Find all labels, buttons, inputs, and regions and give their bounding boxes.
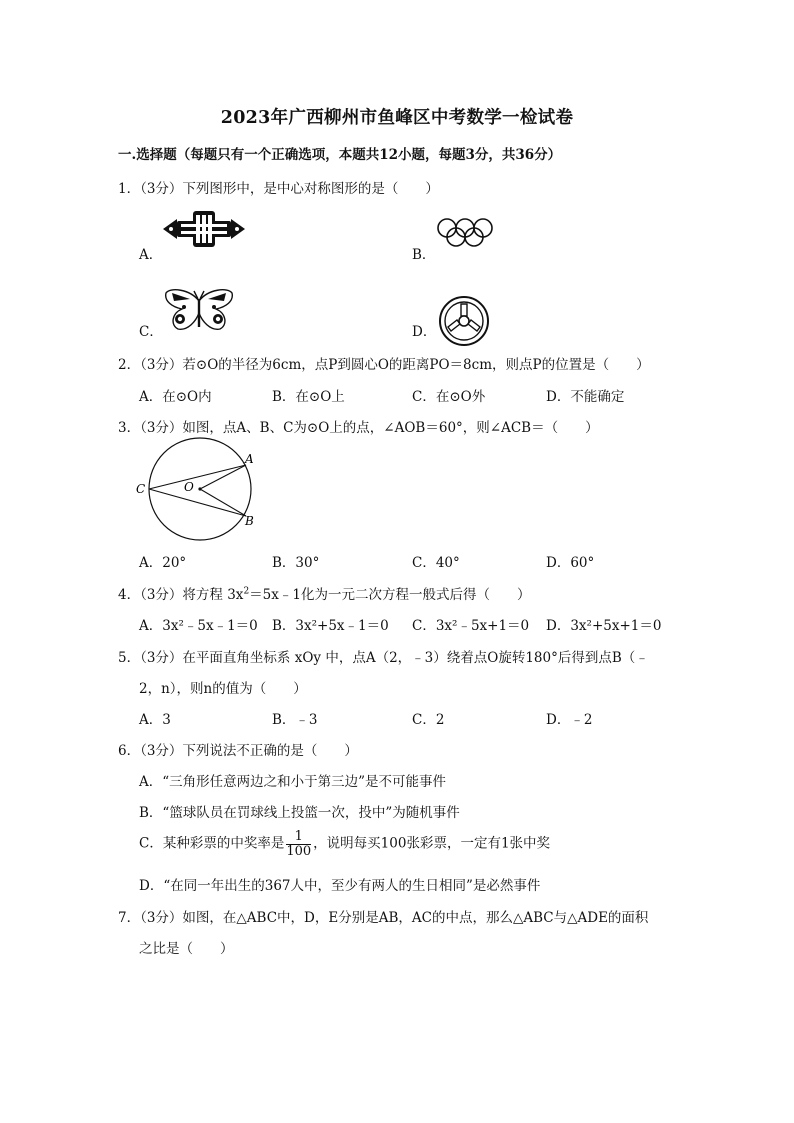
q1-option-c-label: C．: [139, 324, 163, 340]
q2-option-c: C．在⊙O外: [412, 389, 486, 405]
q3-option-c: C．40°: [412, 555, 460, 571]
question-7-line-2: 之比是（ ）: [139, 941, 234, 957]
q5-option-b: B．﹣3: [272, 712, 318, 728]
q5-option-c: C．2: [412, 712, 445, 728]
q6-option-a: A．“三角形任意两边之和小于第三边”是不可能事件: [139, 774, 447, 790]
question-7-line-1: 7．（3分）如图，在△ABC中，D，E分别是AB，AC的中点，那么△ABC与△ADE的面积: [118, 910, 649, 926]
q4-stem-post: ＝5x﹣1化为一元二次方程一般式后得（ ）: [249, 587, 531, 603]
q2-option-b: B．在⊙O上: [272, 389, 345, 405]
circle-angle-figure: [134, 437, 264, 547]
point-c-label: C: [136, 482, 146, 496]
q2-option-d: D．不能确定: [546, 389, 625, 405]
q6-option-c-post: ，说明每买100张彩票，一定有1张中奖: [313, 835, 551, 852]
question-1-stem: 1．（3分）下列图形中，是中心对称图形的是（ ）: [118, 181, 439, 197]
fraction-denominator: 100: [286, 843, 312, 859]
chinese-knot-figure: [163, 209, 245, 249]
point-a-label: A: [245, 452, 254, 466]
q4-option-b: B．3x²+5x﹣1＝0: [272, 618, 389, 634]
q6-option-b: B．“篮球队员在罚球线上投篮一次，投中”为随机事件: [139, 805, 460, 821]
q6-option-c-pre: C．某种彩票的中奖率是: [139, 835, 285, 852]
q4-stem-pre: 4．（3分）将方程 3x: [118, 587, 244, 603]
steering-wheel-figure: [438, 295, 490, 347]
question-2-stem: 2．（3分）若⊙O的半径为6cm，点P到圆心O的距离PO＝8cm，则点P的位置是（ ）: [118, 357, 650, 373]
q5-option-d: D．﹣2: [546, 712, 593, 728]
q3-option-d: D．60°: [546, 555, 595, 571]
q1-option-a-label: A．: [139, 247, 163, 263]
exam-title: 2023年广西柳州市鱼峰区中考数学一检试卷: [220, 108, 574, 128]
point-b-label: B: [245, 514, 254, 528]
q5-option-a: A．3: [139, 712, 171, 728]
section-heading: 一.选择题（每题只有一个正确选项，本题共12小题，每题3分，共36分）: [118, 147, 562, 163]
question-4-stem: [118, 583, 530, 603]
fraction-numerator: 1: [286, 830, 311, 845]
q2-option-a: A．在⊙O内: [139, 389, 212, 405]
q1-option-b-label: B．: [412, 247, 436, 263]
q4-stem-sup: 2: [243, 586, 250, 597]
question-5-line-2: 2，n），则n的值为（ ）: [139, 681, 307, 697]
q4-option-a: A．3x²﹣5x﹣1＝0: [139, 618, 258, 634]
q3-option-a: A．20°: [139, 555, 187, 571]
butterfly-figure: [164, 287, 234, 331]
fraction-one-hundredth: [286, 830, 311, 858]
q3-option-b: B．30°: [272, 555, 320, 571]
q6-option-d: D．“在同一年出生的367人中，至少有两人的生日相同”是必然事件: [139, 878, 541, 894]
point-o-label: O: [184, 480, 194, 494]
q6-option-c: [139, 830, 550, 858]
q4-option-c: C．3x²﹣5x+1＝0: [412, 618, 530, 634]
question-3-stem: 3．（3分）如图，点A、B、C为⊙O上的点，∠AOB＝60°，则∠ACB＝（ ）: [118, 420, 599, 436]
question-5-line-1: 5．（3分）在平面直角坐标系 xOy 中，点A（2，﹣3）绕着点O旋转180°后得到点B（﹣: [118, 650, 649, 666]
q4-option-d: D．3x²+5x+1＝0: [546, 618, 662, 634]
q1-option-d-label: D．: [412, 324, 437, 340]
olympic-rings-figure: [437, 215, 493, 251]
question-6-stem: 6．（3分）下列说法不正确的是（ ）: [118, 743, 358, 759]
